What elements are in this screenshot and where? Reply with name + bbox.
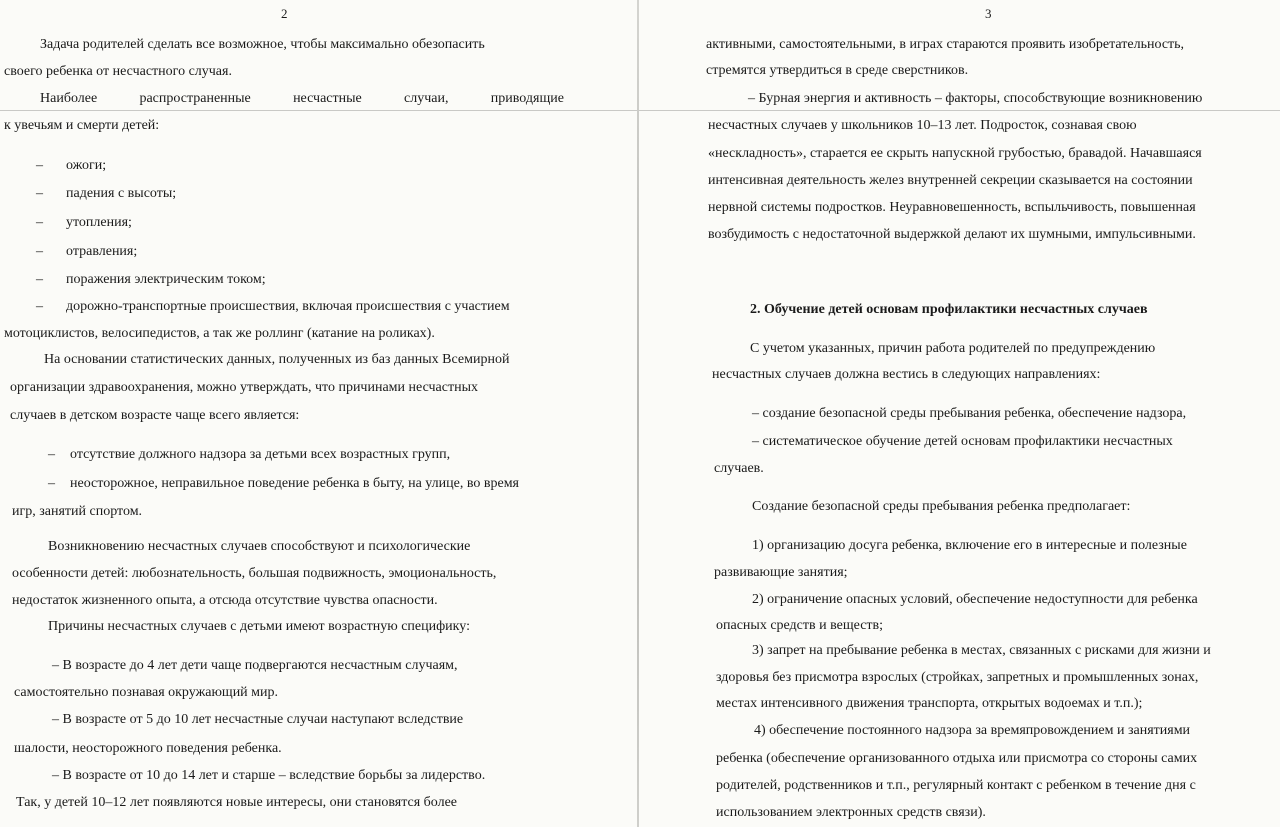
paragraph-line: особенности детей: любознательность, большая подвижность, эмоциональность, [12,566,497,581]
paragraph-line: несчастных случаев должна вестись в следующих направлениях: [712,367,1101,382]
paragraph-line: – В возрасте от 5 до 10 лет несчастные случаи наступают вследствие [52,712,464,727]
paragraph-line: активными, самостоятельными, в играх стараются проявить изобретательность, [706,37,1185,52]
paragraph-line [40,90,564,107]
paragraph-line: самостоятельно познавая окружающий мир. [14,685,279,700]
numbered-item: 4) обеспечение постоянного надзора за времяпровождением и занятиями [754,723,1191,738]
paragraph-line: ребенка (обеспечение организованного отдыха или присмотра со стороны самих [716,751,1198,766]
paragraph-line: интенсивная деятельность желез внутренней секреции сказывается на состоянии [708,173,1193,188]
word: случаи, [404,91,449,106]
paragraph-line: Возникновению несчастных случаев способствуют и психологические [48,539,471,554]
paragraph-line: использованием электронных средств связи). [716,805,986,820]
list-item: – систематическое обучение детей основам профилактики несчастных [752,434,1173,449]
list-dash: – [36,215,43,230]
list-item: ожоги; [66,158,107,173]
paragraph-line: здоровья без присмотра взрослых (стройках, запретных и промышленных зонах, [716,670,1199,685]
list-dash: – [48,476,55,491]
paragraph-line: – В возрасте от 10 до 14 лет и старше – вследствие борьбы за лидерство. [52,768,486,783]
paragraph-line: Создание безопасной среды пребывания ребенка предполагает: [752,499,1131,514]
word: Наиболее [40,91,98,106]
list-item: дорожно-транспортные происшествия, включая происшествия с участием [66,299,510,314]
numbered-item: 1) организацию досуга ребенка, включение его в интересные и полезные [752,538,1187,553]
paragraph-line: – В возрасте до 4 лет дети чаще подвергаются несчастным случаям, [52,658,458,673]
paragraph-line: игр, занятий спортом. [12,504,143,519]
paragraph-line: мотоциклистов, велосипедистов, а так же роллинг (катание на роликах). [4,326,435,341]
numbered-item: 2) ограничение опасных условий, обеспечение недоступности для ребенка [752,592,1198,607]
paragraph-line: С учетом указанных, причин работа родителей по предупреждению [750,341,1156,356]
word: распространенные [139,91,251,106]
paragraph-line: к увечьям и смерти детей: [4,118,160,133]
paragraph-line: Причины несчастных случаев с детьми имеют возрастную специфику: [48,619,470,634]
word: несчастные [293,91,362,106]
paragraph-line: местах интенсивного движения транспорта, открытых водоемах и т.п.); [716,696,1143,711]
list-item: отсутствие должного надзора за детьми всех возрастных групп, [70,447,451,462]
paragraph-line: возбудимость с недостаточной выдержкой делают их шумными, импульсивными. [708,227,1196,242]
list-dash: – [36,272,43,287]
numbered-item: 3) запрет на пребывание ребенка в местах, связанных с рисками для жизни и [752,643,1211,658]
paragraph-line: шалости, неосторожного поведения ребенка. [14,741,282,756]
paragraph-line: Так, у детей 10–12 лет появляются новые интересы, они становятся более [16,795,458,810]
section-heading: 2. Обучение детей основам профилактики несчастных случаев [750,302,1148,317]
list-dash: – [36,186,43,201]
paragraph-line: родителей, родственников и т.п., регулярный контакт с ребенком в течение дня с [716,778,1196,793]
paragraph-line: развивающие занятия; [714,565,848,580]
paragraph-line: опасных средств и веществ; [716,618,884,633]
paragraph-line: организации здравоохранения, можно утверждать, что причинами несчастных [10,380,478,395]
list-item: падения с высоты; [66,186,177,201]
paragraph-line: случаев. [714,461,764,476]
word: приводящие [490,91,564,106]
paragraph-line: нервной системы подростков. Неуравновешенность, вспыльчивость, повышенная [708,200,1196,215]
list-item: – создание безопасной среды пребывания ребенка, обеспечение надзора, [752,406,1187,421]
page-number: 2 [281,6,288,21]
document-page-right [640,0,1280,827]
list-dash: – [36,299,43,314]
paragraph-line: «нескладность», старается ее скрыть напускной грубостью, бравадой. Начавшаяся [708,146,1202,161]
list-dash: – [48,447,55,462]
paragraph-line: – Бурная энергия и активность – факторы, способствующие возникновению [748,91,1203,106]
list-item: утопления; [66,215,132,230]
paragraph-line: недостаток жизненного опыта, а отсюда отсутствие чувства опасности. [12,593,438,608]
list-dash: – [36,158,43,173]
list-item: отравления; [66,244,138,259]
list-item: неосторожное, неправильное поведение ребенка в быту, на улице, во время [70,476,519,491]
list-dash: – [36,244,43,259]
paragraph-line: своего ребенка от несчастного случая. [4,64,232,79]
paragraph-line: случаев в детском возрасте чаще всего является: [10,408,300,423]
paragraph-line: стремятся утвердиться в среде сверстников. [706,63,969,78]
paragraph-line: Задача родителей сделать все возможное, чтобы максимально обезопасить [40,37,485,52]
paragraph-line: несчастных случаев у школьников 10–13 лет. Подросток, сознавая свою [708,118,1137,133]
page-number: 3 [985,6,992,21]
list-item: поражения электрическим током; [66,272,266,287]
paragraph-line: На основании статистических данных, полученных из баз данных Всемирной [44,352,510,367]
